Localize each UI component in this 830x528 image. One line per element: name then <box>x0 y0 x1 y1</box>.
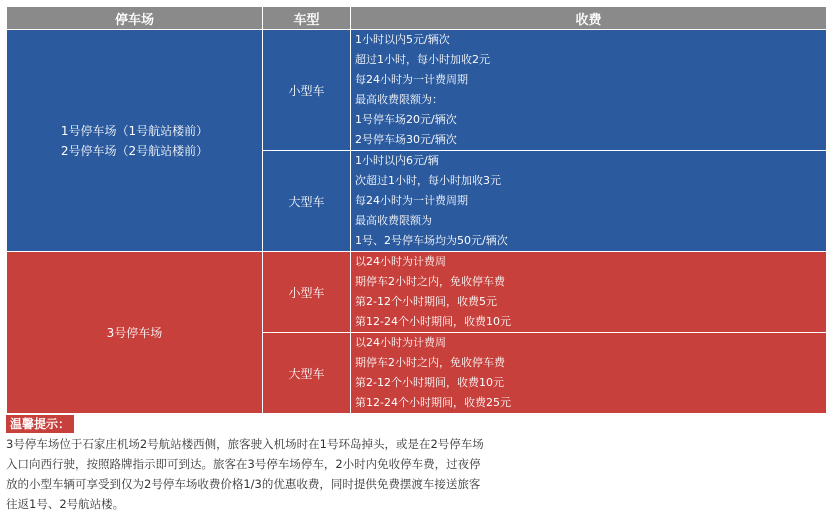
vehicle-type-cell: 小型车 <box>263 30 351 151</box>
lot-name: 1号停车场（1号航站楼前） <box>60 123 209 138</box>
header-lot: 停车场 <box>7 7 263 30</box>
tip-title: 温馨提示： <box>6 415 74 433</box>
table-header-row <box>7 7 827 30</box>
fee-line: 超过1小时，每小时加收2元 <box>355 53 490 66</box>
tip-body <box>6 434 566 514</box>
header-fee: 收费 <box>351 7 827 30</box>
vehicle-type-cell: 大型车 <box>263 151 351 252</box>
fee-line: 1小时以内5元/辆次 <box>355 33 450 46</box>
tip-line: 往返1号、2号航站楼。 <box>6 497 125 511</box>
fee-line: 1小时以内6元/辆 <box>355 154 439 167</box>
header-vehicle-type: 车型 <box>263 7 351 30</box>
tip-section <box>6 414 566 514</box>
fee-cell <box>351 252 827 333</box>
fee-line: 最高收费限额为： <box>355 93 443 106</box>
fee-line: 期停车2小时之内，免收停车费 <box>355 275 505 288</box>
fee-line: 1号停车场20元/辆次 <box>355 113 457 126</box>
fee-line: 最高收费限额为 <box>355 214 432 227</box>
lot-name: 2号停车场（2号航站楼前） <box>60 143 209 158</box>
fee-line: 期停车2小时之内，免收停车费 <box>355 356 505 369</box>
fee-line: 次超过1小时，每小时加收3元 <box>355 174 501 187</box>
fee-cell <box>351 151 827 252</box>
tip-line: 入口向西行驶，按照路牌指示即可到达。旅客在3号停车场停车，2小时内免收停车费，过夜停 <box>6 457 481 471</box>
table-row <box>7 30 827 151</box>
tip-line: 3号停车场位于石家庄机场2号航站楼西侧，旅客驶入机场时在1号环岛掉头，或是在2号停车场 <box>6 437 484 451</box>
parking-fee-table <box>6 6 827 414</box>
fee-line: 每24小时为一计费周期 <box>355 73 468 86</box>
tip-line: 放的小型车辆可享受到仅为2号停车场收费价格1/3的优惠收费，同时提供免费摆渡车接送旅客 <box>6 477 481 491</box>
fee-cell <box>351 30 827 151</box>
fee-line: 1号、2号停车场均为50元/辆次 <box>355 234 508 247</box>
lot-name: 3号停车场 <box>106 325 163 340</box>
fee-line: 2号停车场30元/辆次 <box>355 133 457 146</box>
fee-line: 第2-12个小时期间，收费5元 <box>355 295 497 308</box>
vehicle-type-cell: 大型车 <box>263 333 351 414</box>
fee-line: 第12-24个小时期间，收费25元 <box>355 396 511 409</box>
fee-line: 第2-12个小时期间，收费10元 <box>355 376 504 389</box>
vehicle-type-cell: 小型车 <box>263 252 351 333</box>
lot-cell-1-2 <box>7 30 263 252</box>
fee-line: 以24小时为计费周 <box>355 336 446 349</box>
fee-cell <box>351 333 827 414</box>
fee-line: 每24小时为一计费周期 <box>355 194 468 207</box>
fee-line: 第12-24个小时期间，收费10元 <box>355 315 511 328</box>
fee-line: 以24小时为计费周 <box>355 255 446 268</box>
table-row <box>7 252 827 333</box>
lot-cell-3 <box>7 252 263 414</box>
